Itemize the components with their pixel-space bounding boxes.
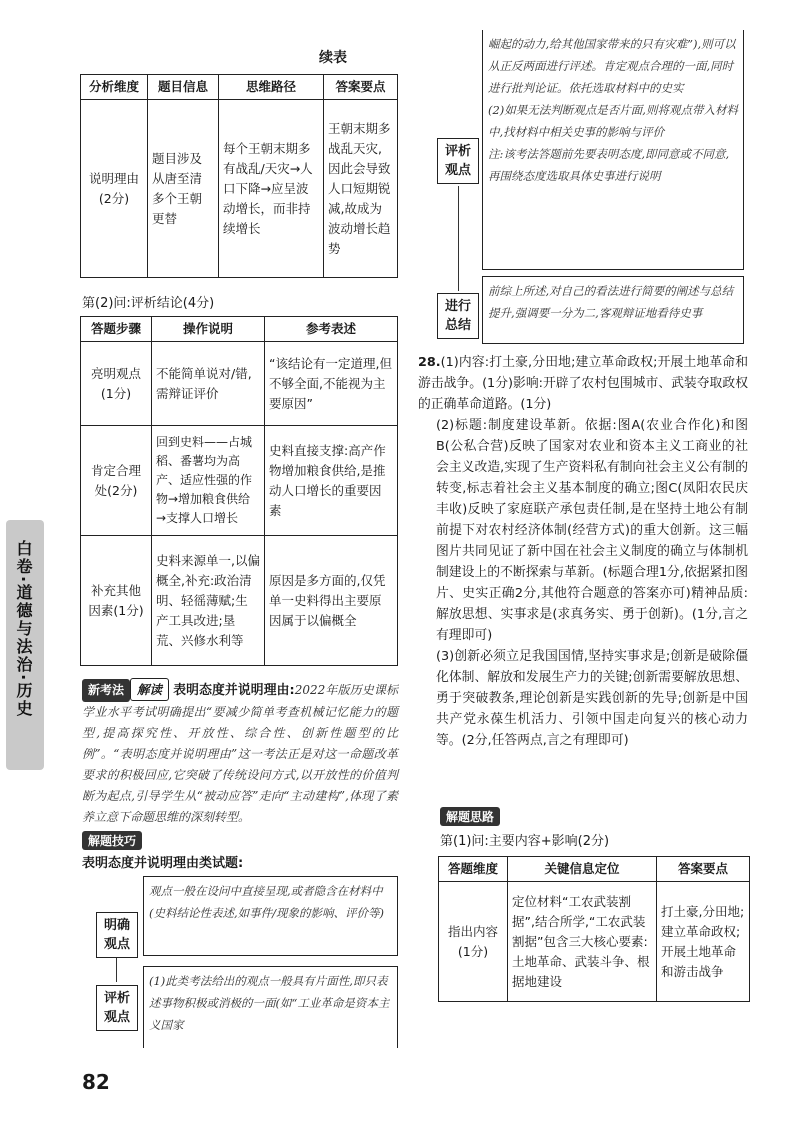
table-cell: 亮明观点(1分) <box>81 342 152 426</box>
table-analysis <box>80 74 398 278</box>
table-header: 题目信息 <box>148 75 219 100</box>
continued-label: 续表 <box>319 50 347 66</box>
new-exam-tag2: 解读 <box>130 678 169 701</box>
label-summary: 进行总结 <box>437 293 479 339</box>
thinking-heading: 第(1)问:主要内容+影响(2分) <box>440 834 610 849</box>
table-header: 思维路径 <box>219 75 324 100</box>
table-cell: 说明理由(2分) <box>81 100 148 278</box>
table-cell: 王朝末期多战乱天灾,因此会导致人口短期锐减,故成为波动增长趋势 <box>324 100 398 278</box>
table-cell: “该结论有一定道理,但不够全面,不能视为主要原因” <box>265 342 398 426</box>
tips-box-2: (1)此类考法给出的观点一般具有片面性,即只表述事物积极或消极的一面(如“工业革命是资本主义国家 <box>143 966 398 1048</box>
table-header: 关键信息定位 <box>508 857 657 882</box>
table-header: 答案要点 <box>657 857 750 882</box>
thinking-tag: 解题思路 <box>440 807 500 826</box>
connector-line <box>116 958 117 982</box>
table-header: 操作说明 <box>152 317 265 342</box>
side-banner-text: 白卷·道德与法治·历史 <box>14 540 33 719</box>
table-cell: 指出内容(1分) <box>439 882 508 1002</box>
table-header: 分析维度 <box>81 75 148 100</box>
q28-part1-text: (1)内容:打土豪,分田地;建立革命政权;开展土地革命和游击战争。(1分)影响:开辟了农村包围城市、武装夺取政权的正确革命道路。(1分) <box>418 355 748 412</box>
table-cell: 不能简单说对/错,需辩证评价 <box>152 342 265 426</box>
q28-part1 <box>418 352 748 415</box>
table-cell: 史料直接支撑:高产作物增加粮食供给,是推动人口增长的重要因素 <box>265 426 398 536</box>
table-header: 答题维度 <box>439 857 508 882</box>
tips-box-1: 观点一般在设问中直接呈现,或者隐含在材料中(史料结论性表述,如事件/现象的影响、评价等) <box>143 876 398 956</box>
new-exam-tag: 新考法 <box>82 679 130 702</box>
tips-tag: 解题技巧 <box>82 831 142 850</box>
tips-intro: 表明态度并说明理由类试题: <box>82 856 244 871</box>
tips-box-2-p2: (2)如果无法判断观点是否片面,则将观点带入材料中,找材料中相关史事的影响与评价 <box>488 103 738 139</box>
table-header: 答案要点 <box>324 75 398 100</box>
table-cell: 打土豪,分田地;建立革命政权;开展土地革命和游击战争 <box>657 882 750 1002</box>
new-exam-block <box>82 678 398 828</box>
new-exam-title: 表明态度并说明理由: <box>173 683 295 698</box>
table-header: 答题步骤 <box>81 317 152 342</box>
table-thinking <box>438 856 750 1002</box>
tips-box-2-note: 注:该考法答题前先要表明态度,即同意或不同意,再围绕态度选取具体史事进行说明 <box>488 147 730 183</box>
tips-tag-wrap <box>82 830 142 850</box>
table-cell: 题目涉及从唐至清多个王朝更替 <box>148 100 219 278</box>
page-number: 82 <box>82 1070 110 1094</box>
table-steps <box>80 316 398 666</box>
tips-box-2-cont <box>482 30 744 270</box>
side-banner <box>6 520 44 770</box>
q28-part3: (3)创新必须立足我国国情,坚持实事求是;创新是破除僵化体制、解放和发展生产力的关键;创新需要解放思想、勇于突破教条,理论创新是实践创新的先导;创新是中国共产党永葆生机活力、引领中国走向复兴的核心动力等。(2分,任答两点,言之有理即可) <box>436 649 748 748</box>
q28-number: 28. <box>418 355 441 370</box>
thinking-tag-wrap <box>440 806 500 826</box>
table-cell: 每个王朝末期多有战乱/天灾→人口下降→应呈波动增长，而非持续增长 <box>219 100 324 278</box>
label-clarify-view: 明确观点 <box>96 912 138 958</box>
label-evaluate-view: 评析观点 <box>96 985 138 1031</box>
table-cell: 原因是多方面的,仅凭单一史料得出主要原因属于以偏概全 <box>265 536 398 666</box>
table-cell: 定位材料“工农武装割据”,结合所学,“工农武装割据”包含三大核心要素:土地革命、武装斗争、根据地建设 <box>508 882 657 1002</box>
table-cell: 补充其他因素(1分) <box>81 536 152 666</box>
table-cell: 史料来源单一,以偏概全,补充:政治清明、轻徭薄赋;生产工具改进;垦荒、兴修水利等 <box>152 536 265 666</box>
tips-box-3: 前综上所述,对自己的看法进行简要的阐述与总结提升,强调要一分为二,客观辩证地看待史事 <box>482 276 744 344</box>
new-exam-body: 2022年版历史课标学业水平考试明确提出“要减少简单考查机械记忆能力的题型,提高探究性、开放性、综合性、创新性题型的比例”。“表明态度并说明理由”这一考法正是对这一命题改革要求的积极回应,它突破了传统设问方式,以开放性的价值判断为起点,引导学生从“被动应答”走向“主动建构”,体现了素养立意下命题思维的深刻转型。 <box>82 683 398 824</box>
q28-part2: (2)标题:制度建设革新。依据:图A(农业合作化)和图B(公私合营)反映了国家对农业和资本主义工商业的社会主义改造,实现了生产资料私有制向社会主义公有制的转变,标志着社会主义基本制度的确立;图C(凤阳农民庆丰收)反映了家庭联产承包责任制,是在坚持土地公有制前提下对农村经济体制(经营方式)的重大创新。这三幅图片共同见证了新中国在社会主义制度的确立与体制机制建设上的不断探索与革新。(标题合理1分,依据紧扣图片、史实正确2分,其他符合题意的答案亦可)精神品质:解放思想、实事求是(求真务实、勇于创新)。(1分,言之有理即可) <box>436 418 748 643</box>
table-cell: 回到史料——占城稻、番薯均为高产、适应性强的作物→增加粮食供给→支撑人口增长 <box>152 426 265 536</box>
connector-line <box>458 186 459 291</box>
part2-heading: 第(2)问:评析结论(4分) <box>82 296 215 311</box>
q28-answer <box>418 352 748 751</box>
table-cell: 肯定合理处(2分) <box>81 426 152 536</box>
label-evaluate-view-cont: 评析观点 <box>437 138 479 184</box>
tips-box-2-cont-text: 崛起的动力,给其他国家带来的只有灾难”),则可以从正反两面进行评述。肯定观点合理的一面,同时进行批判论证。依托选取材料中的史实 <box>488 37 736 95</box>
table-header: 参考表述 <box>265 317 398 342</box>
